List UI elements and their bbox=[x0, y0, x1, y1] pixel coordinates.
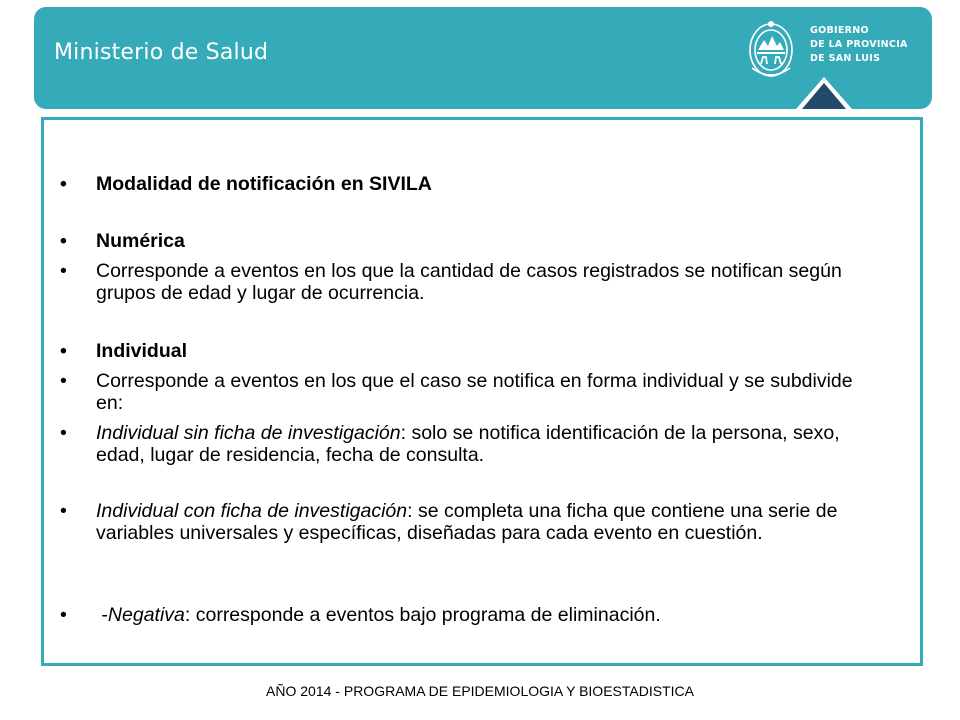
bullet-item-numerica-desc bbox=[60, 260, 880, 304]
gov-line-3: DE SAN LUIS bbox=[810, 53, 881, 64]
government-label bbox=[810, 24, 908, 66]
gov-line-1: GOBIERNO bbox=[810, 25, 869, 36]
provincial-crest-icon bbox=[744, 16, 798, 82]
bullet-text: Numérica bbox=[96, 230, 185, 252]
bullet-rest-text: : se completa una ficha que contiene una serie de variables universales y específicas, diseñadas para cada evento en cuestión. bbox=[96, 500, 838, 544]
bullet-italic-term: Individual sin ficha de investigación bbox=[96, 422, 401, 444]
bullet-item-individual bbox=[60, 340, 880, 362]
header-banner bbox=[34, 7, 932, 109]
bullet-text bbox=[96, 604, 880, 626]
bullet-italic-term: Individual con ficha de investigación bbox=[96, 500, 408, 522]
bullet-item-sin-ficha bbox=[60, 422, 880, 466]
bullet-text: Modalidad de notificación en SIVILA bbox=[96, 173, 432, 195]
ministry-title: Ministerio de Salud bbox=[54, 40, 269, 65]
bullet-dot: • bbox=[60, 422, 67, 444]
bullet-text: Individual bbox=[96, 340, 188, 362]
bullet-item-negativa bbox=[60, 604, 880, 626]
bullet-text bbox=[96, 422, 880, 466]
bullet-prefix: - bbox=[96, 604, 108, 626]
bullet-list bbox=[44, 120, 920, 663]
gov-line-2: DE LA PROVINCIA bbox=[810, 39, 908, 50]
bullet-dot: • bbox=[60, 230, 67, 252]
bullet-dot: • bbox=[60, 370, 67, 392]
bullet-item-numerica bbox=[60, 230, 880, 252]
bullet-item-individual-desc bbox=[60, 370, 880, 414]
header-triangle-accent bbox=[794, 75, 854, 109]
bullet-dot: • bbox=[60, 173, 67, 195]
footer-text: AÑO 2014 - PROGRAMA DE EPIDEMIOLOGIA Y BIOESTADISTICA bbox=[266, 683, 694, 699]
bullet-italic-term: Negativa bbox=[107, 604, 185, 626]
bullet-item-title bbox=[60, 173, 880, 195]
bullet-dot: • bbox=[60, 260, 67, 282]
bullet-dot: • bbox=[60, 340, 67, 362]
bullet-item-con-ficha bbox=[60, 500, 880, 544]
bullet-text: Corresponde a eventos en los que el caso se notifica en forma individual y se subdivide en: bbox=[96, 370, 853, 414]
bullet-dot: • bbox=[60, 604, 67, 626]
bullet-text bbox=[96, 500, 880, 544]
bullet-dot: • bbox=[60, 500, 67, 522]
bullet-text: Corresponde a eventos en los que la cantidad de casos registrados se notifican según grupos de edad y lugar de ocurrencia. bbox=[96, 260, 842, 304]
bullet-rest-text: : corresponde a eventos bajo programa de eliminación. bbox=[184, 604, 661, 626]
bullet-rest-text: : solo se notifica identificación de la persona, sexo, edad, lugar de residencia, fecha de consulta. bbox=[96, 422, 840, 466]
content-box bbox=[41, 117, 923, 666]
